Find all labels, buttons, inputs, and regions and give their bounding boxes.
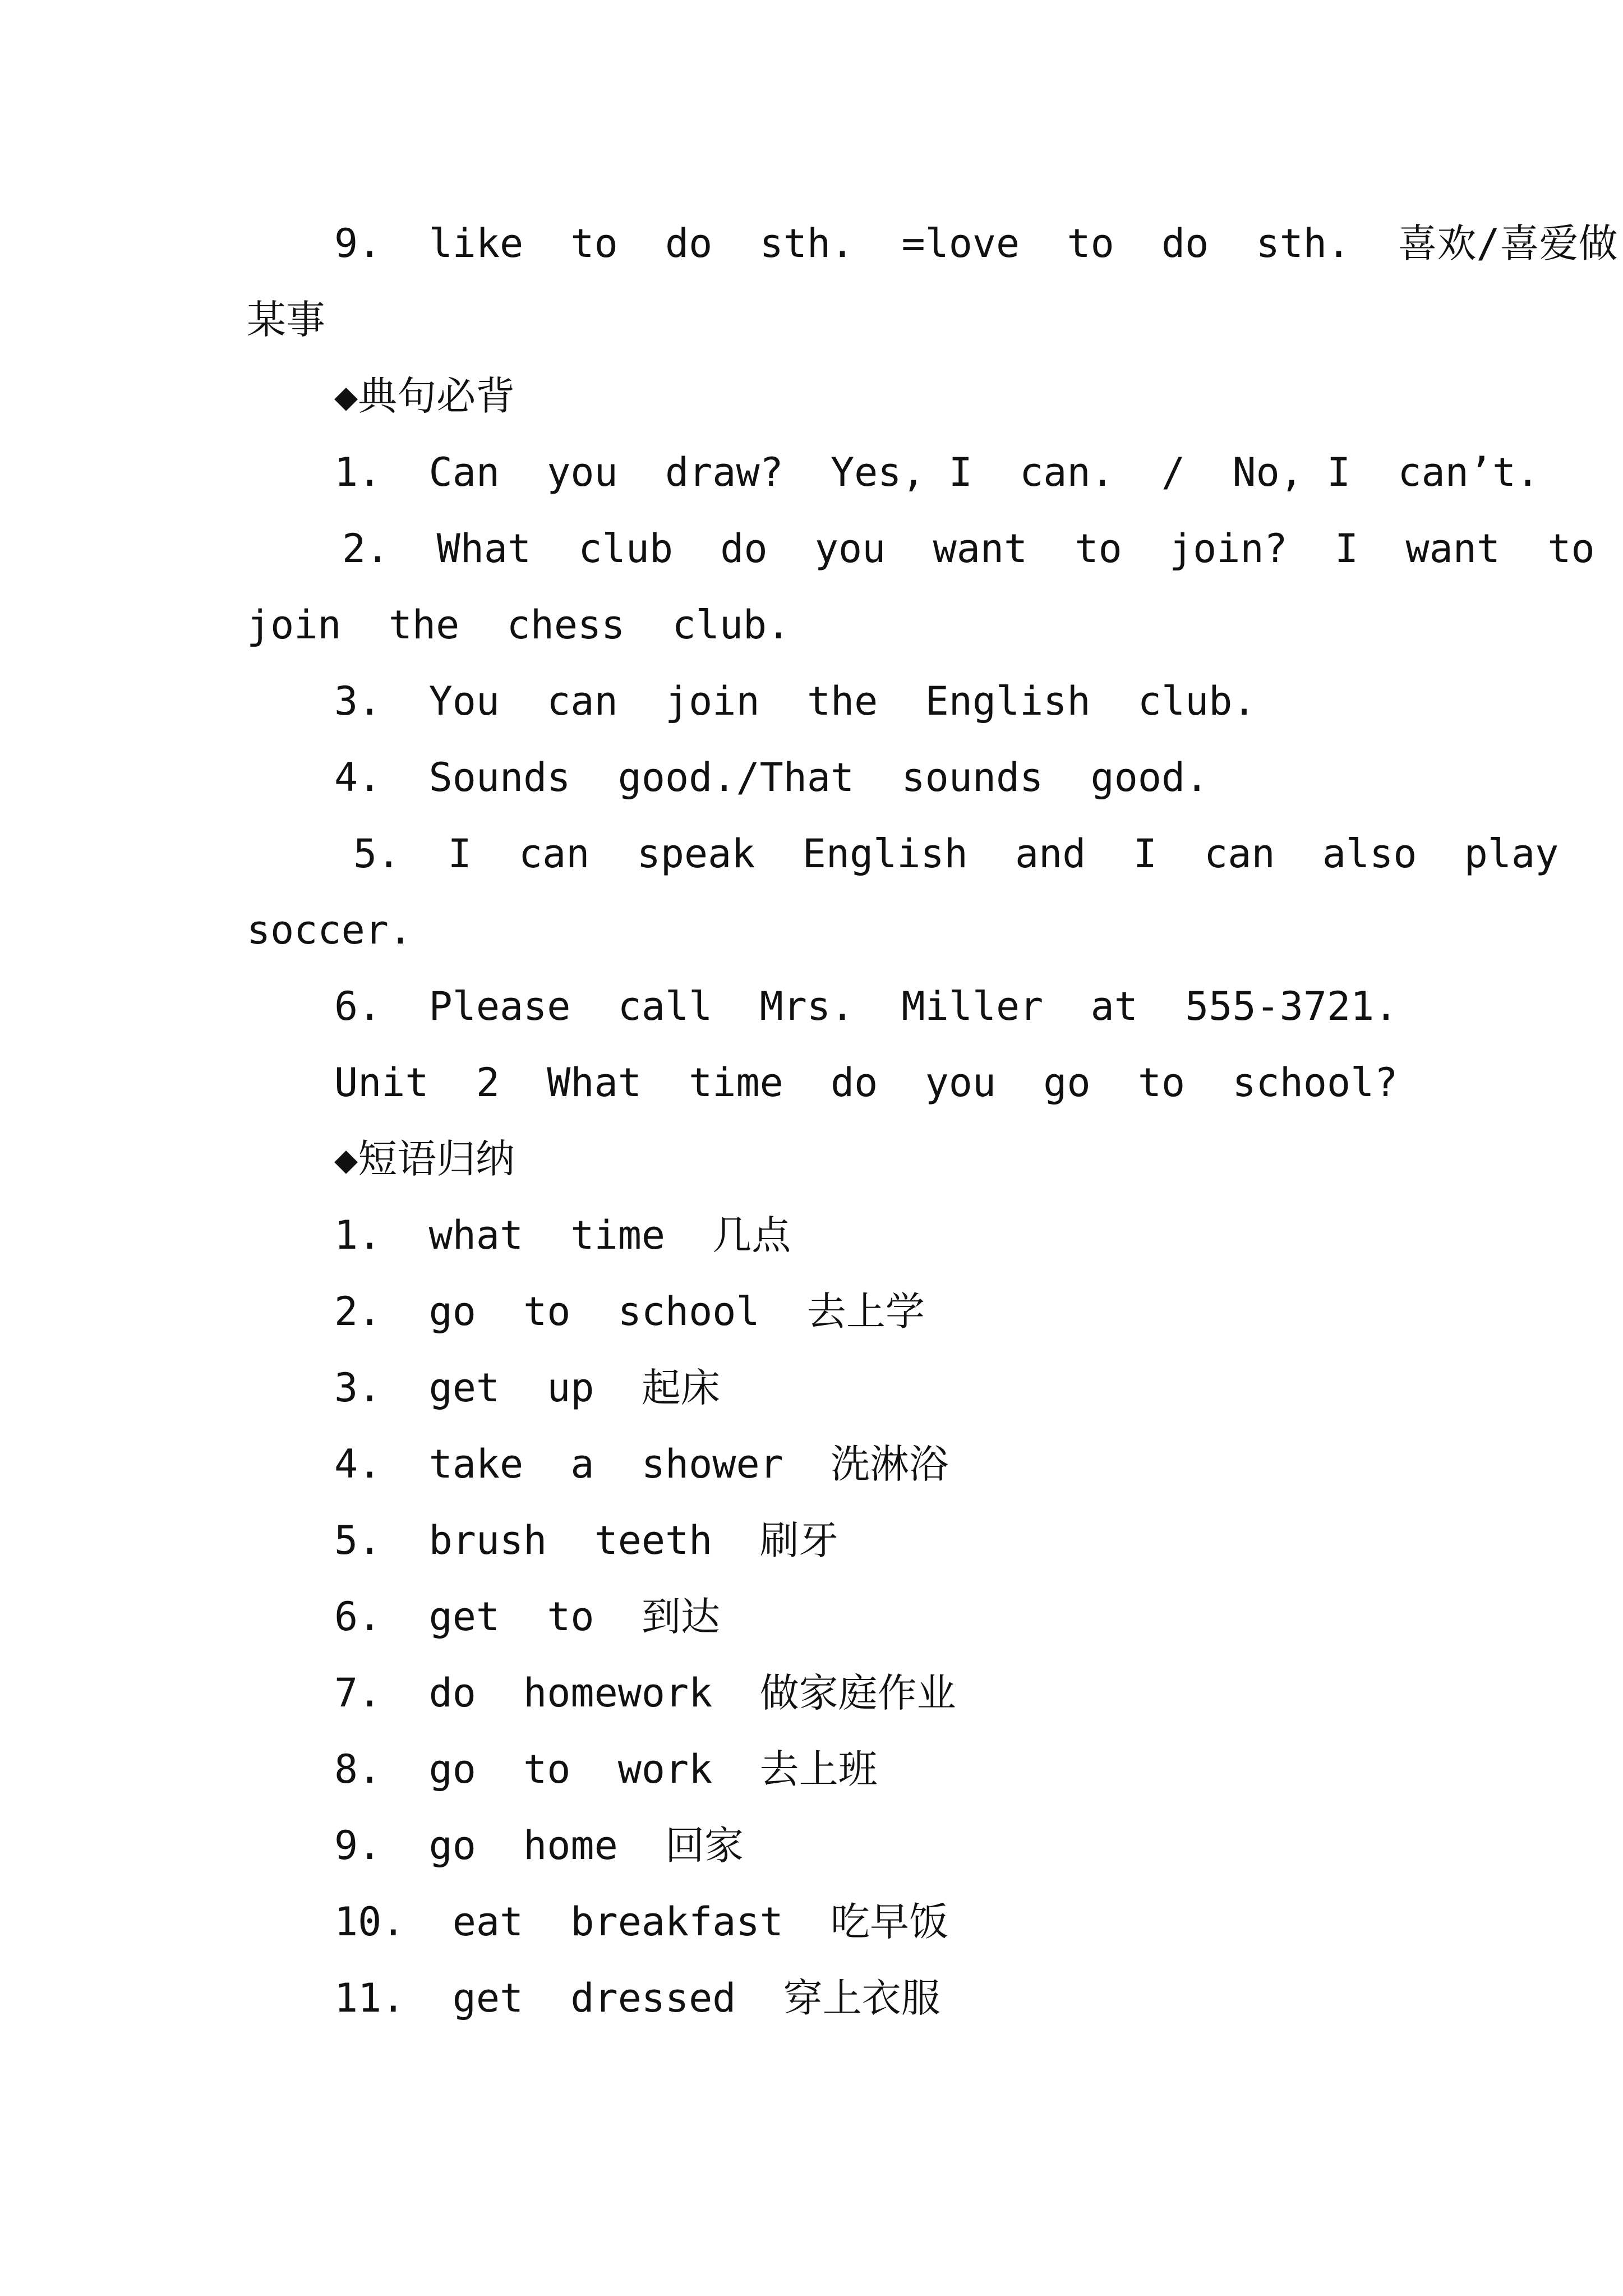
unit-title: Unit 2 What time do you go to school?: [334, 1060, 1398, 1106]
sentence-3: 3. You can join the English club.: [334, 678, 1256, 724]
section-heading-sentences: ◆典句必背: [334, 373, 515, 419]
phrase-item: 1. what time 几点: [334, 1212, 791, 1258]
phrase-item: 7. do homework 做家庭作业: [334, 1670, 956, 1716]
phrase-item: 3. get up 起床: [334, 1365, 720, 1411]
sentence-2-line-1: 2. What club do you want to join? I want to: [342, 526, 1595, 572]
phrase-item: 8. go to work 去上班: [334, 1746, 878, 1792]
sentence-6: 6. Please call Mrs. Miller at 555-3721.: [334, 983, 1398, 1029]
phrase-item: 6. get to 到达: [334, 1594, 720, 1640]
phrase-item: 5. brush teeth 刷牙: [334, 1517, 838, 1563]
phrase-item: 2. go to school 去上学: [334, 1289, 925, 1335]
sentence-4: 4. Sounds good./That sounds good.: [334, 754, 1209, 800]
phrase-item: 10. eat breakfast 吃早饭: [334, 1899, 949, 1945]
phrase-item: 9. go home 回家: [334, 1823, 744, 1869]
sentence-1: 1. Can you draw? Yes, I can. / No, I can’t.: [334, 449, 1540, 495]
sentence-2-line-2: join the chess club.: [247, 602, 791, 648]
phrase-item: 11. get dressed 穿上衣服: [334, 1975, 940, 2021]
phrase-item: 4. take a shower 洗淋浴: [334, 1441, 949, 1487]
sentence-5-line-2: soccer.: [247, 907, 413, 953]
sentence-5-line-1: 5. I can speak English and I can also play: [353, 831, 1559, 877]
section-heading-phrases: ◆短语归纳: [334, 1136, 515, 1182]
phrase-9-line-2: 某事: [247, 297, 325, 343]
phrase-9-line-1: 9. like to do sth. =love to do sth. 喜欢/喜爱做: [334, 220, 1618, 266]
